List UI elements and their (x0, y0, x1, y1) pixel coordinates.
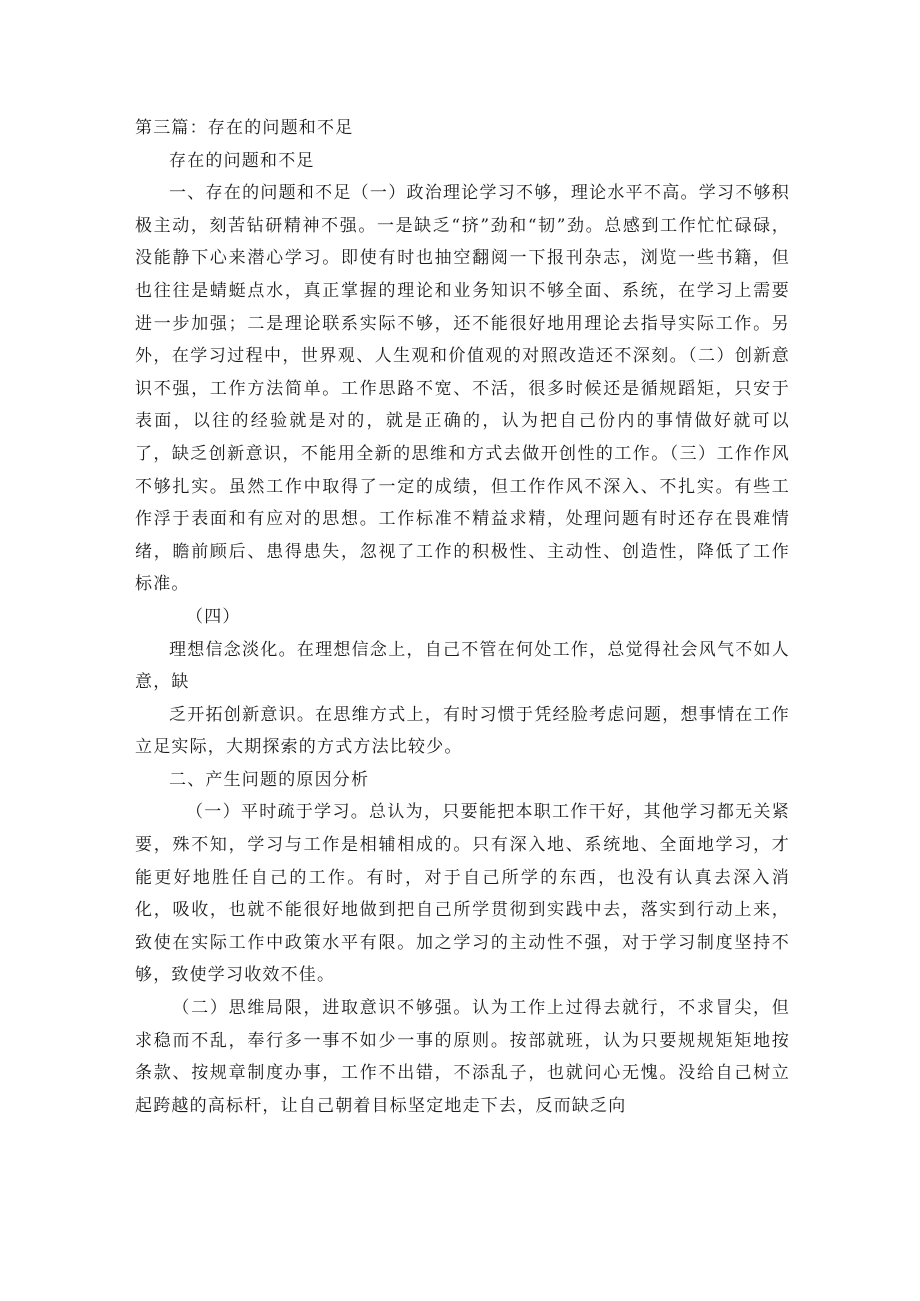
document-subheading: 存在的问题和不足 (169, 150, 315, 171)
paragraph-problems: 一、存在的问题和不足（一）政治理论学习不够，理论水平不高。学习不够积极主动，刻苦钻研精神不强。一是缺乏“挤”劲和“韧”劲。总感到工作忙忙碌碌，没能静下心来潜心学习。即使有时也抽空翻阅一下报刊杂志，浏览一些书籍，但也往往是蜻蜓点水，真正掌握的理论和业务知识不够全面、系统，在学习上需要进一步加强；二是理论联系实际不够，还不能很好地用理论去指导实际工作。另外，在学习过程中，世界观、人生观和价值观的对照改造还不深刻。（二）创新意识不强，工作方法简单。工作思路不宽、不活，很多时候还是循规蹈矩，只安于表面，以往的经验就是对的，就是正确的，认为把自己份内的事情做好就可以了，缺乏创新意识，不能用全新的思维和方式去做开创性的工作。（三）工作作风不够扎实。虽然工作中取得了一定的成绩，但工作作风不深入、不扎实。有些工作浮于表面和有应对的思想。工作标准不精益求精，处理问题有时还存在畏难情绪，瞻前顾后、患得患失，忽视了工作的积极性、主动性、创造性，降低了工作标准。 (135, 183, 790, 595)
document-body (135, 112, 790, 1122)
paragraph-causes-heading: 二、产生问题的原因分析 (169, 769, 370, 790)
document-heading: 第三篇：存在的问题和不足 (135, 118, 354, 138)
paragraph-cause-one: （一）平时疏于学习。总认为，只要能把本职工作干好，其他学习都无关紧要，殊不知，学习与工作是相辅相成的。只有深入地、系统地、全面地学习，才能更好地胜任自己的工作。有时，对于自己所学的东西，也没有认真去深入消化，吸收，也就不能很好地做到把自己所学贯彻到实践中去，落实到行动上来，致使在实际工作中政策水平有限。加之学习的主动性不强，对于学习制度坚持不够，致使学习收效不佳。 (135, 802, 790, 986)
paragraph-section-four-marker: （四） (186, 606, 241, 627)
paragraph-ideals-continued: 乏开拓创新意识。在思维方式上，有时习惯于凭经脸考虑问题，想事情在工作立足实际，大期探索的方式方法比较少。 (135, 704, 790, 758)
paragraph-cause-two: （二）思维局限，进取意识不够强。认为工作上过得去就行，不求冒尖，但求稳而不乱，奉行多一事不如少一事的原则。按部就班，认为只要规规矩矩地按条款、按规章制度办事，工作不出错，不添乱子，也就问心无愧。没给自己树立起跨越的高标杆，让自己朝着目标坚定地走下去，反而缺乏向 (135, 998, 790, 1116)
paragraph-ideals: 理想信念淡化。在理想信念上，自己不管在何处工作，总觉得社会风气不如人意，缺 (135, 639, 790, 693)
